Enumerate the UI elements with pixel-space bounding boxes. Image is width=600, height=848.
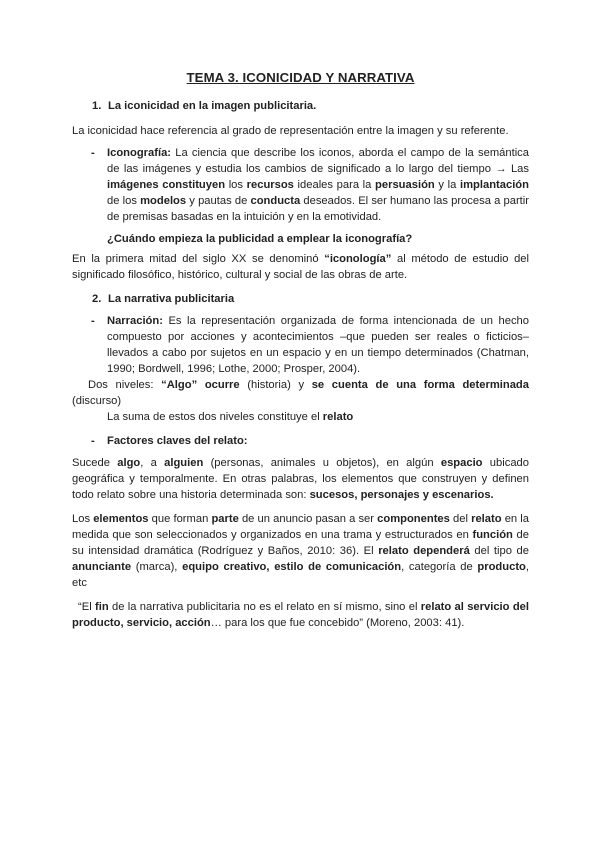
bullet-dash: -	[91, 435, 95, 447]
quote-text: “El	[78, 601, 95, 613]
moreno-quote	[72, 599, 529, 631]
section-2-heading-text: La narrativa publicitaria	[108, 293, 235, 305]
iconografia-bold: recursos	[246, 179, 294, 191]
paragraph-bold: componentes	[377, 513, 450, 525]
niveles-line	[72, 377, 529, 409]
quote-text: … para los que fue concebido” (Moreno, 2003: 41).	[210, 617, 465, 629]
quote-text: de la narrativa publicitaria no es el relato en sí mismo, sino el	[108, 601, 421, 613]
iconografia-text: de los	[107, 195, 141, 207]
iconografia-text: deseados. El ser humano las procesa a partir de premisas basadas en la intuición y en la emotividad.	[107, 195, 529, 223]
answer-text: En la primera mitad del siglo XX se denominó	[72, 253, 325, 265]
factores-bullet	[72, 433, 529, 449]
paragraph-text: ubicado geográfica y temporalmente. En otras palabras, los elementos que construyen y definen todo relato sobre una historia determinada son:	[72, 457, 529, 501]
paragraph-text: (personas, animales u objetos), en algún	[203, 457, 441, 469]
answer-bold: “iconología”	[324, 253, 392, 265]
iconografia-bold: conducta	[250, 195, 301, 207]
paragraph-bold: parte	[211, 513, 239, 525]
document-page	[72, 70, 529, 631]
iconicidad-intro: La iconicidad hace referencia al grado de representación entre la imagen y su referente.	[72, 125, 509, 137]
factores-heading: Factores claves del relato:	[107, 435, 248, 447]
suma-bold: relato	[322, 411, 354, 423]
section-2-heading	[72, 291, 529, 307]
niveles-text: (historia) y	[239, 379, 312, 391]
paragraph-text: del	[449, 513, 472, 525]
bullet-dash: -	[91, 147, 95, 159]
paragraph-bold: relato dependerá	[378, 545, 470, 557]
elementos-paragraph	[72, 511, 529, 591]
paragraph-text: en la medida que son seleccionados y organizados en una trama y estructurados en	[72, 513, 529, 541]
iconografia-text: y la	[434, 179, 460, 191]
section-1-number: 1.	[92, 100, 102, 112]
paragraph-text: , etc	[72, 561, 529, 589]
page-title: TEMA 3. ICONICIDAD Y NARRATIVA	[186, 70, 415, 85]
section-2-number: 2.	[92, 293, 102, 305]
paragraph-text: , a	[140, 457, 165, 469]
iconografia-text: y pautas de	[186, 195, 251, 207]
paragraph-bold: anunciante	[72, 561, 132, 573]
narracion-bullet	[72, 313, 529, 377]
niveles-bold: “Algo” ocurre	[161, 379, 240, 391]
paragraph-bold: relato	[471, 513, 502, 525]
paragraph-bold: sucesos, personajes y escenarios.	[309, 489, 494, 501]
paragraph-bold: espacio	[440, 457, 483, 469]
iconografia-term: Iconografía:	[107, 147, 172, 159]
iconografia-bold: implantación	[459, 179, 529, 191]
paragraph-bold: algo	[117, 457, 141, 469]
iconografia-bullet	[72, 145, 529, 225]
narracion-term: Narración:	[107, 315, 163, 327]
iconografia-bold: persuasión	[375, 179, 435, 191]
paragraph-text: Los	[72, 513, 94, 525]
quote-bold: fin	[95, 601, 109, 613]
paragraph-bold: función	[472, 529, 513, 541]
iconografia-text: ideales para la	[293, 179, 376, 191]
section-1-heading	[72, 98, 529, 114]
niveles-text: Dos niveles:	[88, 379, 162, 391]
paragraph-bold: producto	[477, 561, 526, 573]
paragraph-bold: alguien	[164, 457, 204, 469]
niveles-bold: se cuenta de una forma determinada	[311, 379, 529, 391]
paragraph-text: de un anuncio pasan a ser	[238, 513, 378, 525]
narracion-text: Es la representación organizada de forma intencionada de un hecho compuesto por acciones y acontecimientos –que pueden ser reales o ficticios– llevados a cabo por sujetos en un espacio y en un tiempo determinados (Chatman, 1990; Bordwell, 1996; Lothe, 2000; Prosper, 2004).	[107, 315, 529, 375]
paragraph-bold: elementos	[93, 513, 149, 525]
paragraph-text: que forman	[148, 513, 212, 525]
paragraph-bold: equipo creativo, estilo de comunicación	[182, 561, 402, 573]
quote-bold: relato al servicio del producto, servicio, acción	[72, 601, 529, 629]
section-1-heading-text: La iconicidad en la imagen publicitaria.	[108, 100, 317, 112]
iconografia-answer	[72, 251, 529, 283]
paragraph-text: Sucede	[72, 457, 118, 469]
paragraph-text: (marca),	[131, 561, 183, 573]
factores-paragraph	[72, 455, 529, 503]
suma-text: La suma de estos dos niveles constituye el	[107, 411, 323, 423]
niveles-text: (discurso)	[72, 395, 122, 407]
suma-line	[72, 409, 529, 425]
paragraph-text: del tipo de	[469, 545, 529, 557]
bullet-dash: -	[91, 315, 95, 327]
iconografia-bold: modelos	[140, 195, 187, 207]
answer-text: al método de estudio del significado filosófico, histórico, cultural y social de las obras de arte.	[72, 253, 529, 281]
iconografia-question: ¿Cuándo empieza la publicidad a emplear la iconografía?	[107, 233, 413, 245]
iconografia-bold: imágenes constituyen	[107, 179, 226, 191]
paragraph-text: de su intensidad dramática (Rodríguez y Baños, 2010: 36). El	[72, 529, 529, 557]
iconografia-text: La ciencia que describe los iconos, aborda el campo de la semántica de las imágenes y estudia los cambios de significado a lo largo del tiempo → Las	[107, 147, 529, 175]
paragraph-text: , categoría de	[401, 561, 478, 573]
iconografia-text: los	[225, 179, 247, 191]
